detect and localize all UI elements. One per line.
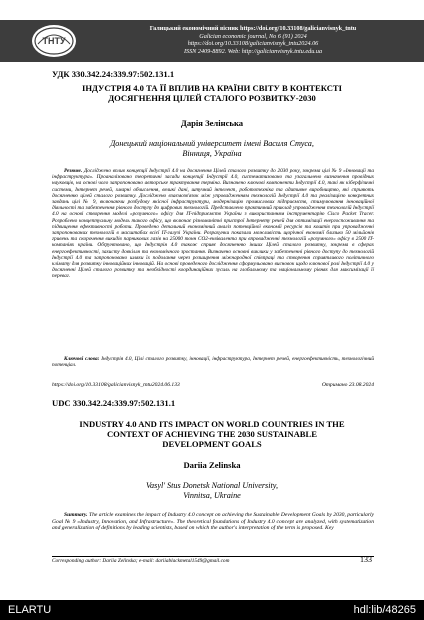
page-number: 133 — [360, 555, 372, 564]
title-ua-line1: ІНДУСТРІЯ 4.0 ТА ЇЇ ВПЛИВ НА КРАЇНИ СВІТУ В КОНТЕКСТІ — [82, 83, 342, 93]
summary-en-label: Summary. — [64, 512, 88, 518]
udc-ua: УДК 330.342.24:339.97:502.131.1 — [52, 69, 175, 79]
keywords-ua-label: Ключові слова: — [64, 356, 100, 362]
abstract-ua — [52, 168, 374, 280]
repository-bar — [0, 600, 424, 620]
keywords-ua-text: Індустрія 4.0, Цілі сталого розвитку, інновації, інфраструктура, Інтернет речей, енергоефективність, технологічний потенціал. — [52, 356, 374, 369]
affiliation-ua-line2: Вінниця, Україна — [182, 149, 242, 158]
journal-doi: https://doi.org/10.33108/galicianvisnyk_tntu2024.06 — [187, 40, 319, 48]
affiliation-ua — [40, 139, 384, 159]
doi-row — [52, 382, 374, 388]
handle-id: hdl:lib/48265 — [353, 604, 416, 616]
affiliation-en — [40, 481, 384, 501]
received-date: Отримано 23.08.2024 — [321, 382, 374, 388]
udc-en: UDC 330.342.24:339.97:502.131.1 — [52, 398, 176, 408]
title-en — [40, 419, 384, 449]
title-ua — [40, 83, 384, 103]
abstract-ua-text: Досліджено вплив концепції Індустрії 4.0 на досягнення Цілей сталого розвитку до 2030 року, зокрема цілі № 9 «Інновації та інфраструктура». Проаналізовано теоретичні засади концепції Індустрії 4.0, систематизовано та узагальнено визначення провідних науковців, на основі чого запропоновано авторське трактування терміна. Визначено ключові компоненти Індустрії 4.0, такі як кіберфізичні системи, Інтернет речей, хмарні обчислення, великі дані, штучний інтелект, робототехніка та адитивне виробництво, які сприяють досягненню цілей сталого розвитку. Досліджено взаємозв'язок між упровадженням технологій Індустрії 4.0 та реалізацією конкретних завдань цілі № 9, включаючи розбудову якісної інфраструктури, модернізацію промислових підприємств, стимулювання інноваційної діяльності та забезпечення рівного доступу до цифрових технологій. Представлено практичний приклад упровадження технологій Індустрії 4.0 на основі створення моделі «розумного» офісу для IT-підприємств України з використанням інструментарію Cisco Packet Tracer. Розроблено концептуальну модель такого офісу, що включає різноманітні пристрої Інтернету речей для оптимізації енергоспоживання та підвищення ефективності роботи. Проведено детальний економічний аналіз потенційної економії ресурсів та коштів при упровадженні запропонованих технологій в масштабах всієї IT-галузі України. Розрахунки показали можливість щорічної економії близько 50 мільйонів гривень та скорочення викидів парникових газів на 25000 тонн CO2-еквівалента при впровадженні технологій «розумного» офісу в 2500 IT-компаніях країни. Обґрунтовано, що Індустрія 4.0 також сприяє досягненню інших Цілей сталого розвитку, зокрема в сферах енергоефективності, захисту довкілля та економічного зростання. Визначено основні виклики у забезпеченні рівного доступу до технологій Індустрії 4.0 та запропоновано шляхи їх подолання через розширення міжнародної співпраці та створення сприятливого політичного клімату для розвитку інноваційних інновацій. На основі проведеного дослідження сформульовано висновок щодо ключової ролі Індустрії 4.0 у досягненні Цілей сталого розвитку та необхідності координаційних зусиль на глобальному та національному рівнях для максимізації її переваг. — [52, 168, 375, 280]
summary-en-text: The article examines the impact of Industry 4.0 concept on achieving the Sustainable Development Goals by 2030, particularly Goal № 9 «Industry, Innovation, and Infrastructure». The theoretical foundations of Industry 4.0 concept are analyzed, with systematization and generalization of definitions by leading scientists, based on which the author's interpretation of the term is proposed. Key — [52, 512, 374, 532]
tntu-logo-icon — [30, 22, 78, 60]
affiliation-ua-line1: Донецький національний університет імені Василя Стуса, — [110, 139, 314, 148]
journal-title-en: Galician economic journal, No 6 (91) 2024 — [199, 32, 307, 40]
summary-en — [52, 512, 374, 532]
keywords-ua — [52, 356, 374, 368]
affiliation-en-line1: Vasyl' Stus Donetsk National University, — [145, 481, 279, 490]
repository-name: ELARTU — [8, 604, 52, 616]
corresponding-author: Corresponding author: Dariia Zelinska; e-mail: dariiablackmetal1549@gmail.com — [52, 558, 230, 564]
title-en-line1: INDUSTRY 4.0 AND ITS IMPACT ON WORLD COUNTRIES IN THE — [79, 419, 345, 429]
author-en: Dariia Zelinska — [183, 460, 241, 470]
title-en-line3: DEVELOPMENT GOALS — [162, 439, 262, 449]
title-en-line2: CONTEXT OF ACHIEVING THE 2030 SUSTAINABLE — [106, 429, 318, 439]
affiliation-en-line2: Vinnitsa, Ukraine — [183, 491, 241, 500]
author-ua: Дарія Зелінська — [180, 118, 244, 128]
journal-header-text — [88, 25, 418, 55]
title-ua-line2: ДОСЯГНЕННЯ ЦІЛЕЙ СТАЛОГО РОЗВИТКУ-2030 — [108, 93, 316, 103]
footer-divider — [52, 556, 374, 557]
logo-text: ТНТУ — [42, 36, 66, 46]
article-doi: https://doi.org/10.33108/galicianvisnyk_tntu2024.06.133 — [52, 382, 180, 388]
journal-title-ua: Галицький економічний вісник https://doi.org/10.33108/galicianvisnyk_tntu — [149, 25, 357, 32]
journal-issn: ISSN 2409-8892. Web: http://galicianvisnyk.tntu.edu.ua — [183, 47, 323, 55]
abstract-ua-label: Резюме. — [64, 168, 83, 174]
